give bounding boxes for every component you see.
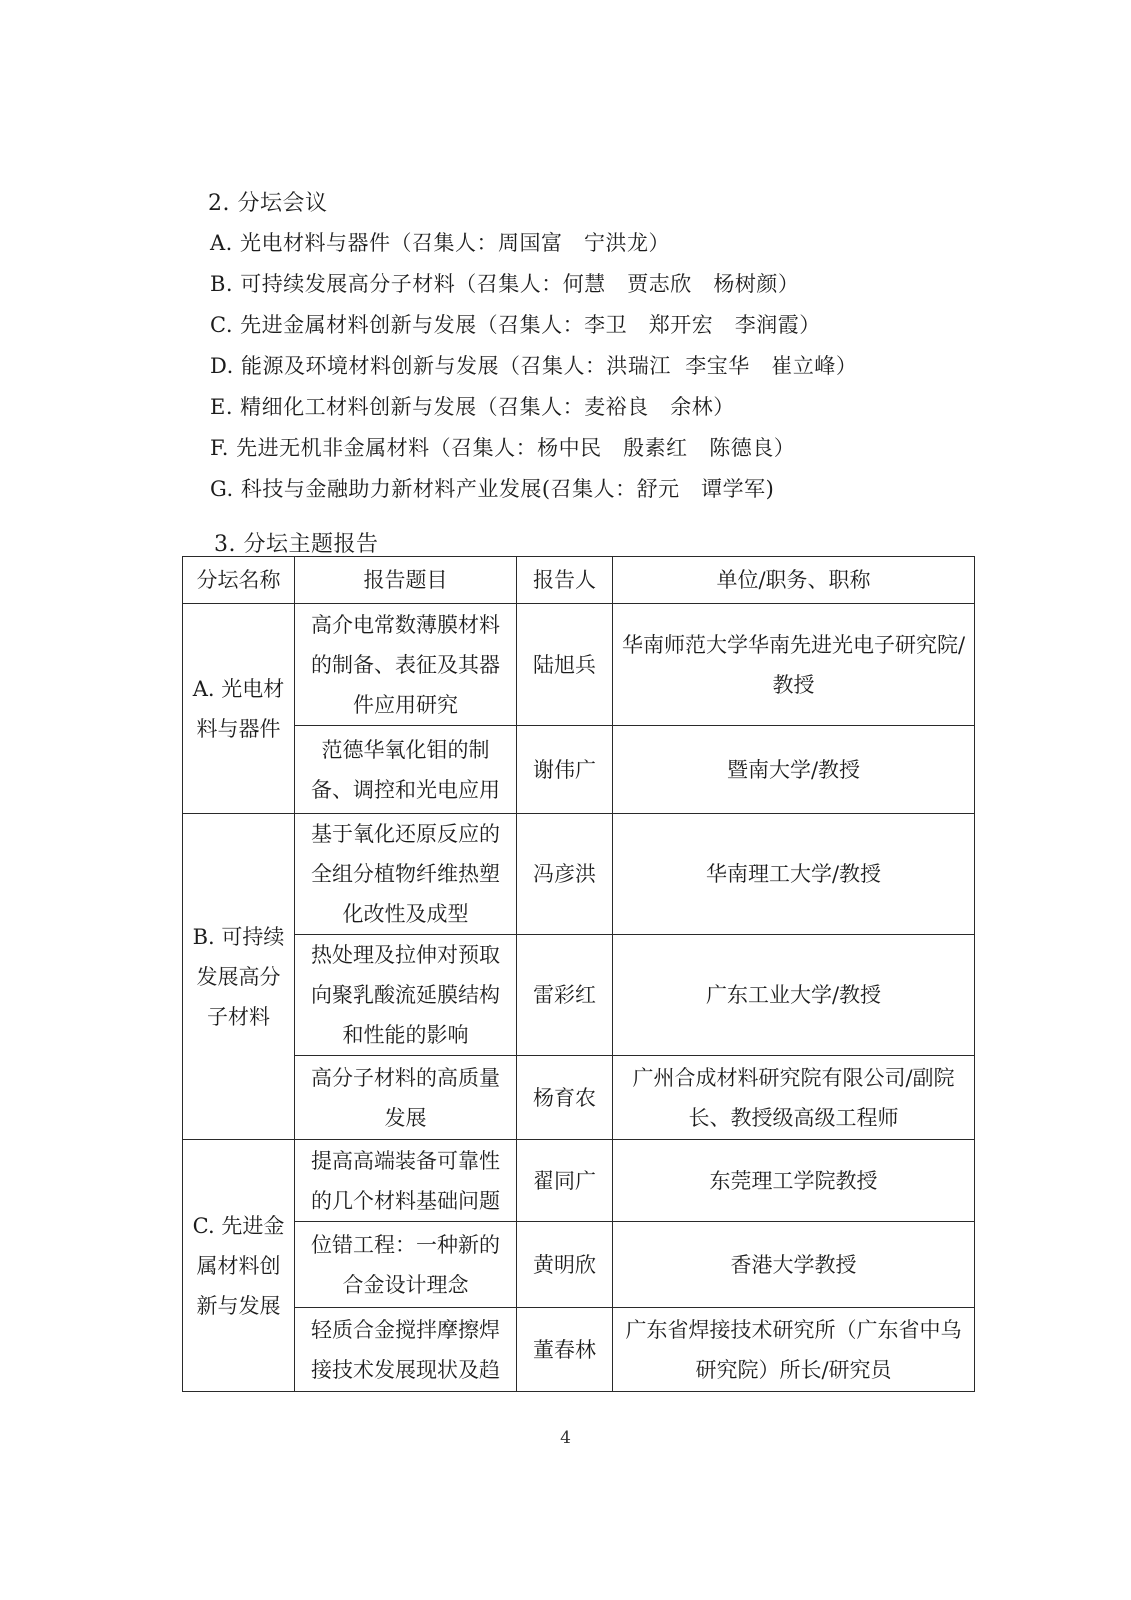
forum-item-b: B. 可持续发展高分子材料（召集人：何慧 贾志欣 杨树颜）: [210, 272, 800, 296]
speaker-cell: 黄明欣: [517, 1222, 613, 1308]
speaker-cell: 董春林: [517, 1308, 613, 1392]
header-affiliation: 单位/职务、职称: [613, 557, 975, 604]
report-title-cell: 基于氧化还原反应的全组分植物纤维热塑化改性及成型: [295, 814, 517, 935]
table-row: [183, 726, 975, 814]
report-title-cell: 提高高端装备可靠性的几个材料基础问题: [295, 1140, 517, 1222]
report-title-cell: 轻质合金搅拌摩擦焊接技术发展现状及趋: [295, 1308, 517, 1392]
report-title-cell: 热处理及拉伸对预取向聚乳酸流延膜结构和性能的影响: [295, 935, 517, 1056]
affiliation-cell: 东莞理工学院教授: [613, 1140, 975, 1222]
report-title-cell: 范德华氧化钼的制备、调控和光电应用: [295, 726, 517, 814]
speaker-cell: 冯彦洪: [517, 814, 613, 935]
affiliation-cell: 华南理工大学/教授: [613, 814, 975, 935]
affiliation-cell: 广州合成材料研究院有限公司/副院长、教授级高级工程师: [613, 1056, 975, 1140]
forum-item-d: D. 能源及环境材料创新与发展（召集人：洪瑞江 李宝华 崔立峰）: [210, 354, 858, 378]
report-title-cell: 位错工程：一种新的合金设计理念: [295, 1222, 517, 1308]
header-speaker: 报告人: [517, 557, 613, 604]
report-title-cell: 高介电常数薄膜材料的制备、表征及其器件应用研究: [295, 604, 517, 726]
speaker-cell: 雷彩红: [517, 935, 613, 1056]
affiliation-cell: 华南师范大学华南先进光电子研究院/教授: [613, 604, 975, 726]
header-forum-name: 分坛名称: [183, 557, 295, 604]
table-row: [183, 1222, 975, 1308]
speaker-cell: 杨育农: [517, 1056, 613, 1140]
speaker-cell: 陆旭兵: [517, 604, 613, 726]
forum-name-cell: B. 可持续发展高分子材料: [183, 814, 295, 1140]
forum-item-f: F. 先进无机非金属材料（召集人：杨中民 殷素红 陈德良）: [210, 436, 796, 460]
table-row: [183, 604, 975, 726]
table-row: [183, 1056, 975, 1140]
table-row: [183, 814, 975, 935]
affiliation-cell: 广东工业大学/教授: [613, 935, 975, 1056]
affiliation-cell: 香港大学教授: [613, 1222, 975, 1308]
forum-name-cell: A. 光电材料与器件: [183, 604, 295, 814]
speaker-cell: 翟同广: [517, 1140, 613, 1222]
forum-item-g: G. 科技与金融助力新材料产业发展(召集人：舒元 谭学军): [210, 477, 775, 501]
forum-name-cell: C. 先进金属材料创新与发展: [183, 1140, 295, 1392]
section-2-heading: 2. 分坛会议: [208, 191, 328, 216]
table-header-row: [183, 557, 975, 604]
affiliation-cell: 广东省焊接技术研究所（广东省中乌研究院）所长/研究员: [613, 1308, 975, 1392]
page-number: 4: [560, 1428, 571, 1448]
forum-item-c: C. 先进金属材料创新与发展（召集人：李卫 郑开宏 李润霞）: [210, 313, 821, 337]
table-row: [183, 935, 975, 1056]
header-report-title: 报告题目: [295, 557, 517, 604]
affiliation-cell: 暨南大学/教授: [613, 726, 975, 814]
section-3-heading: 3. 分坛主题报告: [214, 532, 379, 557]
table-row: [183, 1140, 975, 1222]
report-title-cell: 高分子材料的高质量发展: [295, 1056, 517, 1140]
forum-item-a: A. 光电材料与器件（召集人：周国富 宁洪龙）: [210, 231, 671, 255]
table-row: [183, 1308, 975, 1392]
speaker-cell: 谢伟广: [517, 726, 613, 814]
report-table: [182, 556, 975, 1392]
forum-item-e: E. 精细化工材料创新与发展（召集人：麦裕良 余林）: [210, 395, 735, 419]
forum-list: [210, 229, 857, 516]
